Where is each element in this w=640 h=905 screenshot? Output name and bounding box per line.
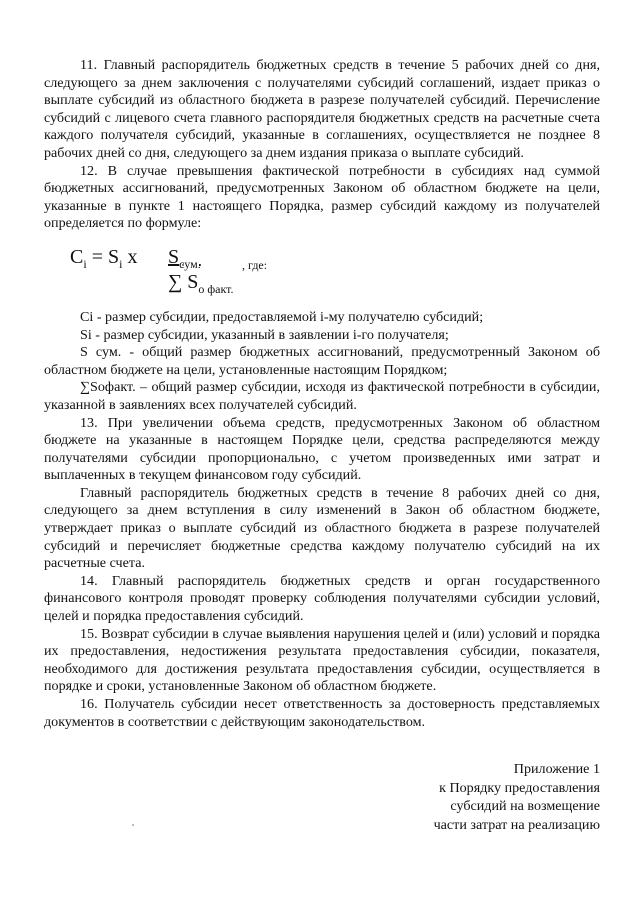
formula-numerator: $S_{сум.}$ xyxy=(168,245,201,271)
paragraph-16: 16. Получатель субсидии несет ответственность за достоверность представляемых документов в соответствии с действующим законодательством. xyxy=(44,696,600,730)
scan-speck xyxy=(132,824,134,826)
paragraph-11: 11. Главный распорядитель бюджетных средств в течение 5 рабочих дней со дня, следующего за днем заключения с получателями субсидий соглашений, издает приказ о выплате субсидий из областного бюджета в разрезе получателей субсидий. Перечисление субсидий с лицевого счета главного распорядителя бюджетных средств на расчетные счета каждого получателя субсидий, указанные в соглашениях, осуществляется не позднее 8 рабочих дней со дня, следующего за днем издания приказа о выплате субсидий. xyxy=(44,57,600,161)
formula-where: , где: xyxy=(242,257,268,272)
formula-denominator: ∑ $S_{o факт.}$ xyxy=(168,270,234,296)
subsidy-formula xyxy=(70,243,600,301)
definition-ci: Ci - размер субсидии, предоставляемой i-му получателю субсидий; xyxy=(80,308,484,325)
definition-s-sum: S сум. - общий размер бюджетных ассигнований, предусмотренный Законом об областном бюджете на цели, установленные настоящим Порядком; xyxy=(44,344,600,378)
appendix-header xyxy=(434,760,600,834)
appendix-line: к Порядку предоставления xyxy=(439,779,600,796)
paragraph-14: 14. Главный распорядитель бюджетных средств и орган государственного финансового контроля проводят проверку соблюдения получателями субсидии условий, целей и порядка предоставления субсидий. xyxy=(44,572,600,625)
paragraph-15: 15. Возврат субсидии в случае выявления нарушения целей и (или) условий и порядка их предоставления, недостижения результата предоставления субсидии, показателя, необходимого для достижения результата предоставления субсидии, осуществляется в порядке и сроки, установленные Законом об областном бюджете. xyxy=(44,625,600,695)
appendix-line: субсидий на возмещение xyxy=(450,798,600,815)
paragraph-13-cont: Главный распорядитель бюджетных средств в течение 8 рабочих дней со дня, следующего за днем вступления в силу изменений в Закон об областном бюджете, утверждает приказ о выплате субсидий из областного бюджета в разрезе получателей субсидий и перечисляет бюджетные средства каждому получателю субсидий на их расчетные счета. xyxy=(44,484,600,572)
formula-lhs: $C_i = S_i$ x xyxy=(70,245,138,271)
document-body xyxy=(44,57,600,731)
paragraph-12: 12. В случае превышения фактической потребности в субсидиях над суммой бюджетных ассигнований, предусмотренных Законом об областном бюджете на цели, указанные в пункте 1 настоящего Порядка, размер субсидий каждому из получателей определяется по формуле: xyxy=(44,162,600,232)
appendix-line: части затрат на реализацию xyxy=(433,816,600,833)
appendix-title: Приложение 1 xyxy=(513,761,600,777)
paragraph-13: 13. При увеличении объема средств, предусмотренных Законом об областном бюджете на указанные в настоящем Порядке цели, средства распределяются между получателями субсидии пропорционально, с учетом произведенных ими затрат и выплаченных в текущем финансовом году субсидий. xyxy=(44,414,600,484)
definition-s-fact: ∑Sофакт. – общий размер субсидии, исходя из фактической потребности в субсидии, указанной в заявлениях всех получателей субсидий. xyxy=(44,379,600,413)
definition-si: Si - размер субсидии, указанный в заявлении i-го получателя; xyxy=(80,326,449,343)
